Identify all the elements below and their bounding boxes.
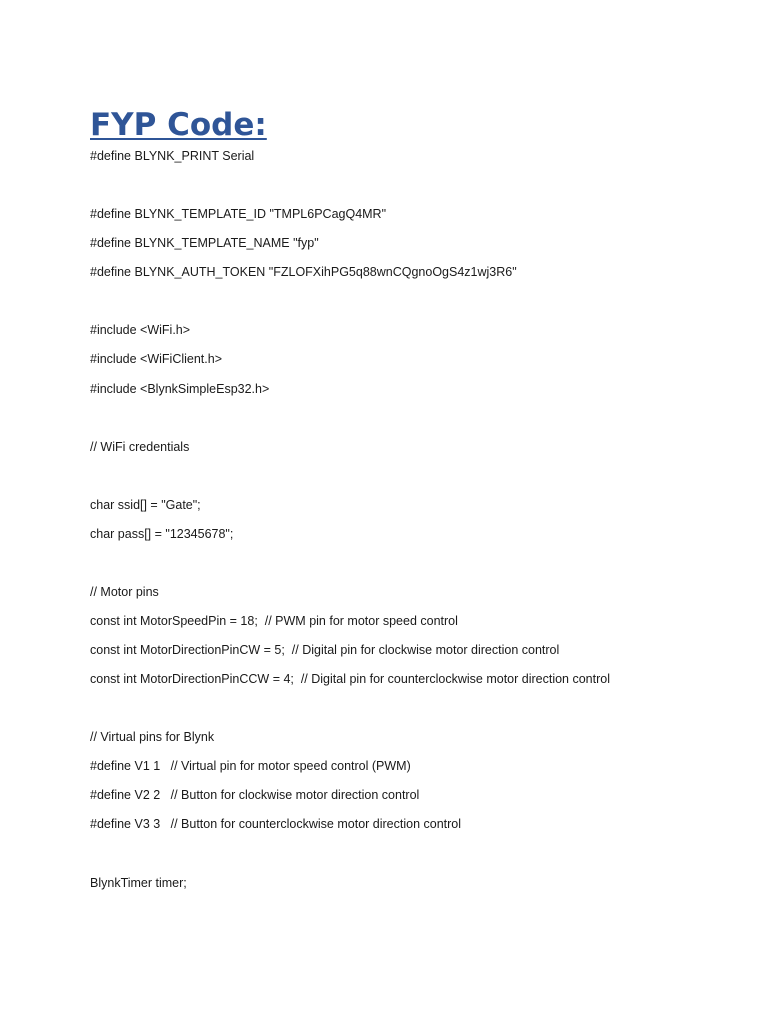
code-line-define-v2: #define V2 2 // Button for clockwise motor direction control	[90, 788, 420, 802]
code-line-define-blynk-print: #define BLYNK_PRINT Serial	[90, 149, 255, 163]
code-line-define-auth-token: #define BLYNK_AUTH_TOKEN "FZLOFXihPG5q88wnCQgnoOgS4z1wj3R6"	[90, 265, 517, 279]
code-line-motor-speed-pin: const int MotorSpeedPin = 18; // PWM pin for motor speed control	[90, 614, 458, 628]
document-heading: FYP Code:	[90, 107, 267, 143]
code-line-define-v1: #define V1 1 // Virtual pin for motor speed control (PWM)	[90, 759, 411, 773]
code-line-motor-direction-ccw: const int MotorDirectionPinCCW = 4; // Digital pin for counterclockwise motor direction control	[90, 672, 610, 686]
code-line-motor-direction-cw: const int MotorDirectionPinCW = 5; // Digital pin for clockwise motor direction control	[90, 643, 560, 657]
code-comment-motor-pins: // Motor pins	[90, 585, 159, 599]
code-comment-wifi-credentials: // WiFi credentials	[90, 440, 190, 454]
code-comment-virtual-pins: // Virtual pins for Blynk	[90, 730, 215, 744]
code-line-blynk-timer: BlynkTimer timer;	[90, 876, 187, 890]
code-line-include-wificlient: #include <WiFiClient.h>	[90, 352, 223, 366]
code-line-include-blynk: #include <BlynkSimpleEsp32.h>	[90, 382, 270, 396]
code-line-pass: char pass[] = "12345678";	[90, 527, 234, 541]
code-line-include-wifi: #include <WiFi.h>	[90, 323, 191, 337]
code-line-define-v3: #define V3 3 // Button for counterclockwise motor direction control	[90, 817, 462, 831]
code-line-define-template-id: #define BLYNK_TEMPLATE_ID "TMPL6PCagQ4MR"	[90, 207, 387, 221]
code-line-define-template-name: #define BLYNK_TEMPLATE_NAME "fyp"	[90, 236, 319, 250]
code-line-ssid: char ssid[] = "Gate";	[90, 498, 201, 512]
